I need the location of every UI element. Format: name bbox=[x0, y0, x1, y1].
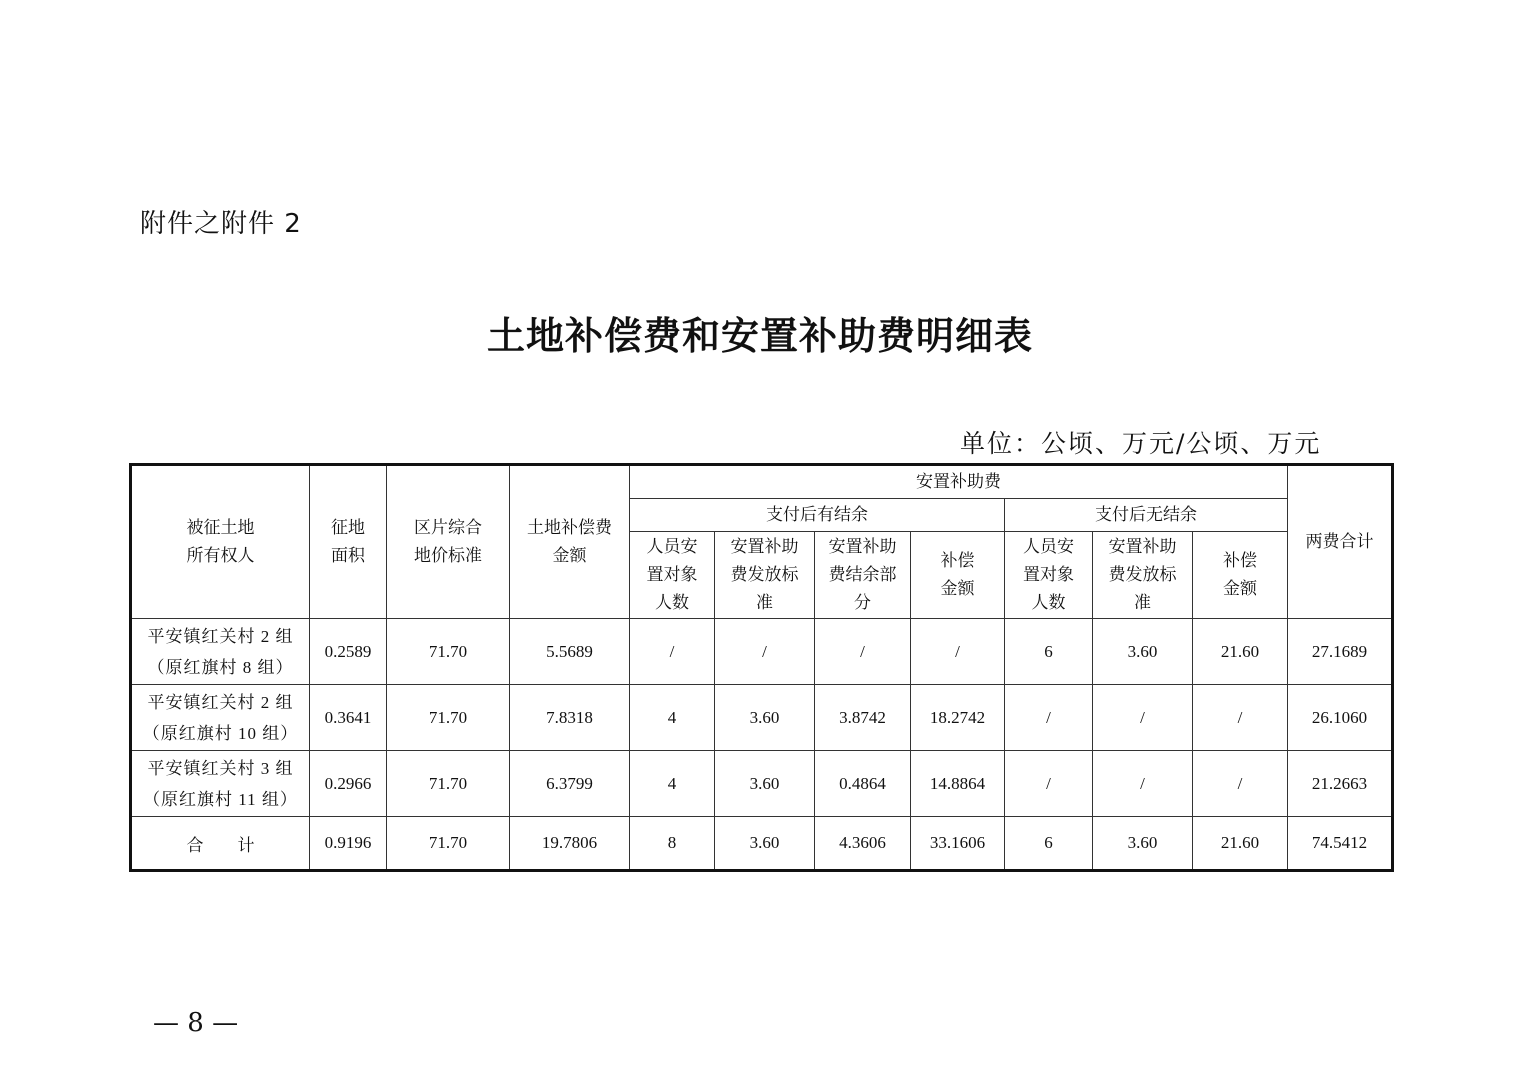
total-label: 合 计 bbox=[131, 817, 310, 871]
header-land-compensation: 土地补偿费 金额 bbox=[510, 465, 630, 619]
owner-cell bbox=[131, 619, 310, 685]
wb-balance-cell: 4.3606 bbox=[815, 817, 911, 871]
total-cell: 74.5412 bbox=[1288, 817, 1393, 871]
nb-persons-cell: / bbox=[1005, 685, 1093, 751]
nb-standard-cell: / bbox=[1093, 685, 1193, 751]
price-standard-cell: 71.70 bbox=[387, 685, 510, 751]
total-cell: 21.2663 bbox=[1288, 751, 1393, 817]
header-wb-standard: 安置补助 费发放标 准 bbox=[715, 532, 815, 619]
header-nb-persons: 人员安 置对象 人数 bbox=[1005, 532, 1093, 619]
land-compensation-cell: 6.3799 bbox=[510, 751, 630, 817]
total-cell: 26.1060 bbox=[1288, 685, 1393, 751]
price-standard-cell: 71.70 bbox=[387, 619, 510, 685]
wb-persons-cell: / bbox=[630, 619, 715, 685]
header-without-balance: 支付后无结余 bbox=[1005, 499, 1288, 532]
wb-standard-cell: 3.60 bbox=[715, 817, 815, 871]
table-row bbox=[131, 685, 1393, 751]
owner-cell bbox=[131, 751, 310, 817]
header-price-standard: 区片综合 地价标准 bbox=[387, 465, 510, 619]
wb-persons-cell: 4 bbox=[630, 751, 715, 817]
total-row bbox=[131, 817, 1393, 871]
nb-standard-cell: 3.60 bbox=[1093, 619, 1193, 685]
area-cell: 0.3641 bbox=[310, 685, 387, 751]
wb-amount-cell: 33.1606 bbox=[911, 817, 1005, 871]
owner-line-1: 平安镇红关村 2 组 bbox=[147, 692, 294, 712]
attachment-label: 附件之附件 2 bbox=[140, 209, 302, 239]
wb-standard-cell: / bbox=[715, 619, 815, 685]
price-standard-cell: 71.70 bbox=[387, 817, 510, 871]
header-wb-persons: 人员安 置对象 人数 bbox=[630, 532, 715, 619]
header-wb-amount: 补偿 金额 bbox=[911, 532, 1005, 619]
wb-persons-cell: 4 bbox=[630, 685, 715, 751]
total-cell: 27.1689 bbox=[1288, 619, 1393, 685]
header-owner: 被征土地 所有权人 bbox=[131, 465, 310, 619]
header-with-balance: 支付后有结余 bbox=[630, 499, 1005, 532]
wb-persons-cell: 8 bbox=[630, 817, 715, 871]
land-compensation-cell: 19.7806 bbox=[510, 817, 630, 871]
wb-standard-cell: 3.60 bbox=[715, 751, 815, 817]
header-nb-amount: 补偿 金额 bbox=[1193, 532, 1288, 619]
nb-standard-cell: / bbox=[1093, 751, 1193, 817]
wb-amount-cell: 18.2742 bbox=[911, 685, 1005, 751]
owner-line-2: （原红旗村 8 组） bbox=[147, 657, 294, 677]
compensation-table bbox=[129, 463, 1394, 872]
area-cell: 0.2966 bbox=[310, 751, 387, 817]
unit-note: 单位：公顷、万元/公顷、万元 bbox=[960, 429, 1322, 458]
table-row bbox=[131, 751, 1393, 817]
wb-balance-cell: / bbox=[815, 619, 911, 685]
nb-persons-cell: 6 bbox=[1005, 619, 1093, 685]
nb-amount-cell: 21.60 bbox=[1193, 817, 1288, 871]
nb-standard-cell: 3.60 bbox=[1093, 817, 1193, 871]
nb-amount-cell: / bbox=[1193, 685, 1288, 751]
document-title: 土地补偿费和安置补助费明细表 bbox=[486, 313, 1033, 358]
header-area: 征地 面积 bbox=[310, 465, 387, 619]
nb-persons-cell: 6 bbox=[1005, 817, 1093, 871]
owner-cell bbox=[131, 685, 310, 751]
wb-balance-cell: 0.4864 bbox=[815, 751, 911, 817]
owner-line-2: （原红旗村 10 组） bbox=[142, 723, 299, 743]
land-compensation-cell: 5.5689 bbox=[510, 619, 630, 685]
price-standard-cell: 71.70 bbox=[387, 751, 510, 817]
nb-amount-cell: 21.60 bbox=[1193, 619, 1288, 685]
owner-line-2: （原红旗村 11 组） bbox=[143, 789, 298, 809]
header-wb-balance: 安置补助 费结余部 分 bbox=[815, 532, 911, 619]
wb-standard-cell: 3.60 bbox=[715, 685, 815, 751]
page-number: — 8 — bbox=[153, 1008, 239, 1038]
area-cell: 0.9196 bbox=[310, 817, 387, 871]
wb-amount-cell: 14.8864 bbox=[911, 751, 1005, 817]
wb-balance-cell: 3.8742 bbox=[815, 685, 911, 751]
nb-amount-cell: / bbox=[1193, 751, 1288, 817]
nb-persons-cell: / bbox=[1005, 751, 1093, 817]
area-cell: 0.2589 bbox=[310, 619, 387, 685]
owner-line-1: 平安镇红关村 3 组 bbox=[147, 758, 294, 778]
header-resettlement-subsidy: 安置补助费 bbox=[630, 465, 1288, 499]
header-nb-standard: 安置补助 费发放标 准 bbox=[1093, 532, 1193, 619]
header-total: 两费合计 bbox=[1288, 465, 1393, 619]
land-compensation-cell: 7.8318 bbox=[510, 685, 630, 751]
table-row bbox=[131, 619, 1393, 685]
owner-line-1: 平安镇红关村 2 组 bbox=[147, 626, 294, 646]
wb-amount-cell: / bbox=[911, 619, 1005, 685]
